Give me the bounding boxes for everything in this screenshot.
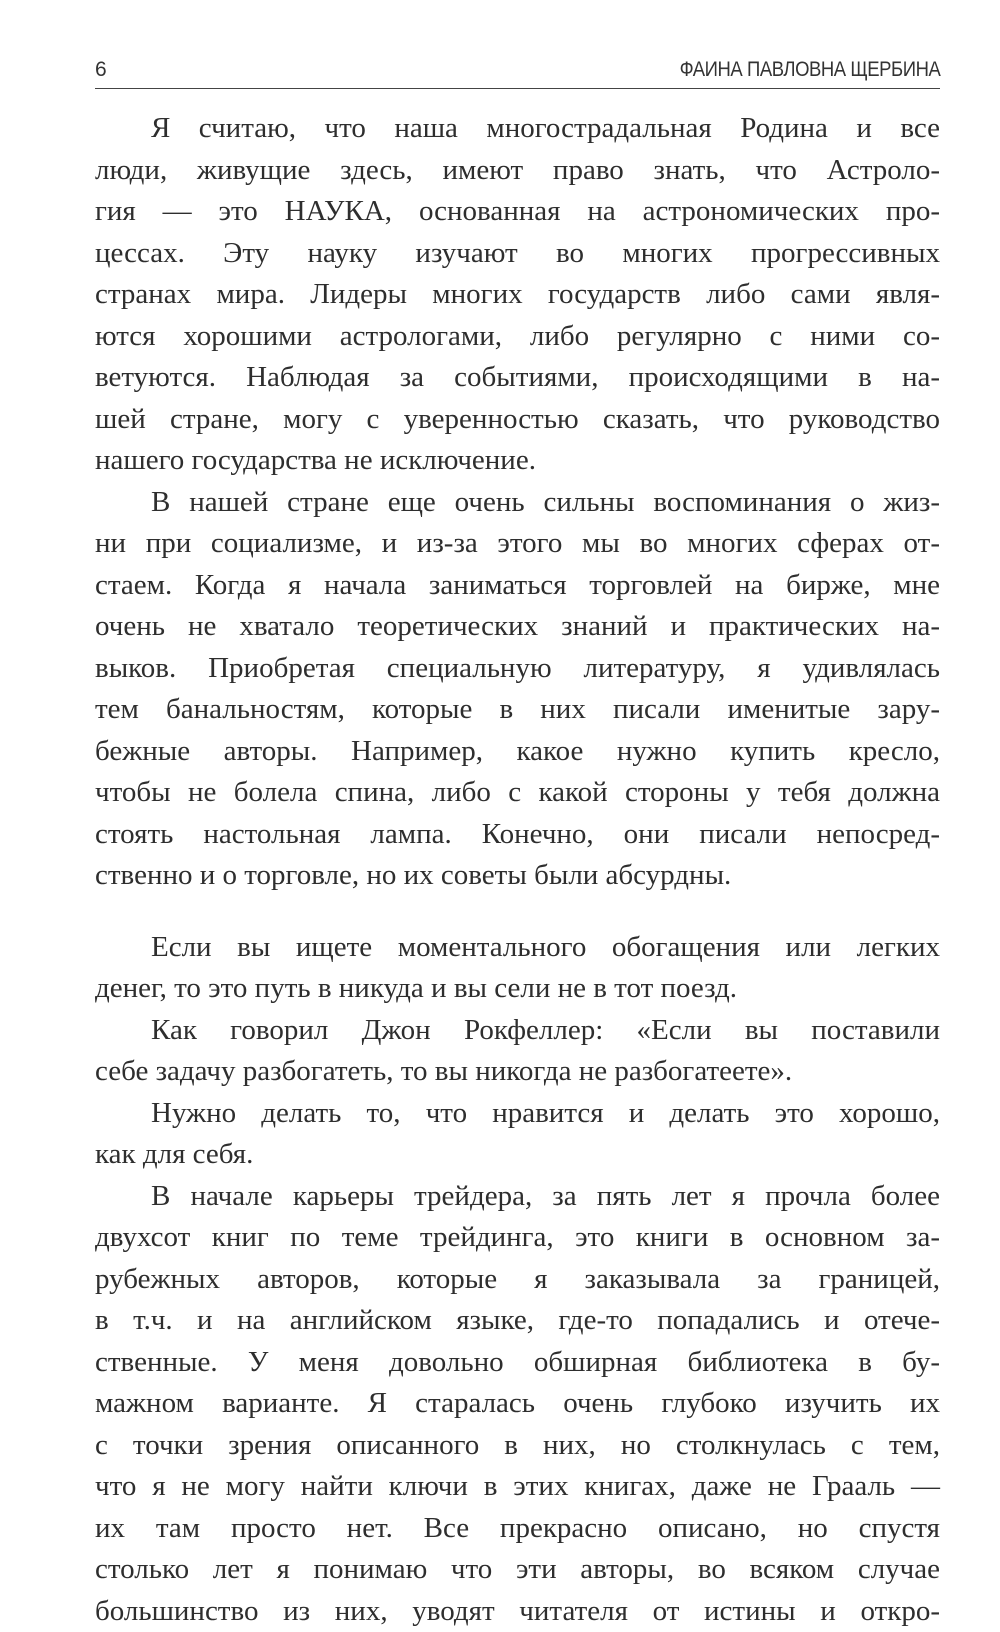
text-line: себе задачу разбогатеть, то вы никогда не разбогатеете». bbox=[95, 1051, 940, 1093]
text-line: Как говорил Джон Рокфеллер: «Если вы поставили bbox=[95, 1010, 940, 1052]
text-line: с точки зрения описанного в них, но столкнулась с тем, bbox=[95, 1425, 940, 1467]
text-line: люди, живущие здесь, имеют право знать, что Астроло- bbox=[95, 150, 940, 192]
text-line: цессах. Эту науку изучают во многих прогрессивных bbox=[95, 233, 940, 275]
text-line: стоять настольная лампа. Конечно, они писали непосред- bbox=[95, 814, 940, 856]
text-line: выков. Приобретая специальную литературу, я удивлялась bbox=[95, 648, 940, 690]
text-line: в т.ч. и на английском языке, где-то попадались и отече- bbox=[95, 1300, 940, 1342]
paragraph bbox=[95, 482, 940, 897]
running-title: ФАИНА ПАВЛОВНА ЩЕРБИНА bbox=[679, 58, 940, 82]
text-line: гия — это НАУКА, основанная на астрономических про- bbox=[95, 191, 940, 233]
text-line: мажном варианте. Я старалась очень глубоко изучить их bbox=[95, 1383, 940, 1425]
text-line: Если вы ищете моментального обогащения или легких bbox=[95, 927, 940, 969]
text-line: двухсот книг по теме трейдинга, это книги в основном за- bbox=[95, 1217, 940, 1259]
paragraph bbox=[95, 108, 940, 482]
text-line: странах мира. Лидеры многих государств либо сами явля- bbox=[95, 274, 940, 316]
text-line: тем банальностям, которые в них писали именитые зару- bbox=[95, 689, 940, 731]
text-line: В начале карьеры трейдера, за пять лет я прочла более bbox=[95, 1176, 940, 1218]
text-line: денег, то это путь в никуда и вы сели не в тот поезд. bbox=[95, 968, 940, 1010]
text-line: чтобы не болела спина, либо с какой стороны у тебя должна bbox=[95, 772, 940, 814]
running-header bbox=[95, 56, 940, 89]
text-line: как для себя. bbox=[95, 1134, 940, 1176]
text-line: очень не хватало теоретических знаний и практических на- bbox=[95, 606, 940, 648]
text-line: их там просто нет. Все прекрасно описано, но спустя bbox=[95, 1508, 940, 1550]
text-line: В нашей стране еще очень сильны воспоминания о жиз- bbox=[95, 482, 940, 524]
page-body-text bbox=[95, 108, 940, 1632]
text-line: ветуются. Наблюдая за событиями, происходящими в на- bbox=[95, 357, 940, 399]
text-line: ственно и о торговле, но их советы были абсурдны. bbox=[95, 855, 940, 897]
text-line: стаем. Когда я начала заниматься торговлей на бирже, мне bbox=[95, 565, 940, 607]
text-line: нашего государства не исключение. bbox=[95, 440, 940, 482]
text-line: бежные авторы. Например, какое нужно купить кресло, bbox=[95, 731, 940, 773]
page-number: 6 bbox=[95, 58, 107, 82]
text-line: Нужно делать то, что нравится и делать это хорошо, bbox=[95, 1093, 940, 1135]
text-line: большинство из них, уводят читателя от истины и откро- bbox=[95, 1591, 940, 1632]
text-line: рубежных авторов, которые я заказывала за границей, bbox=[95, 1259, 940, 1301]
text-line: столько лет я понимаю что эти авторы, во всяком случае bbox=[95, 1549, 940, 1591]
text-line: Я считаю, что наша многострадальная Родина и все bbox=[95, 108, 940, 150]
text-line: ни при социализме, и из-за этого мы во многих сферах от- bbox=[95, 523, 940, 565]
text-line: ственные. У меня довольно обширная библиотека в бу- bbox=[95, 1342, 940, 1384]
text-line: ются хорошими астрологами, либо регулярно с ними со- bbox=[95, 316, 940, 358]
text-line: шей стране, могу с уверенностью сказать, что руководство bbox=[95, 399, 940, 441]
paragraph bbox=[95, 1010, 940, 1093]
paragraph bbox=[95, 1093, 940, 1176]
paragraph bbox=[95, 1176, 940, 1632]
paragraph bbox=[95, 927, 940, 1010]
text-line: что я не могу найти ключи в этих книгах, даже не Грааль — bbox=[95, 1466, 940, 1508]
